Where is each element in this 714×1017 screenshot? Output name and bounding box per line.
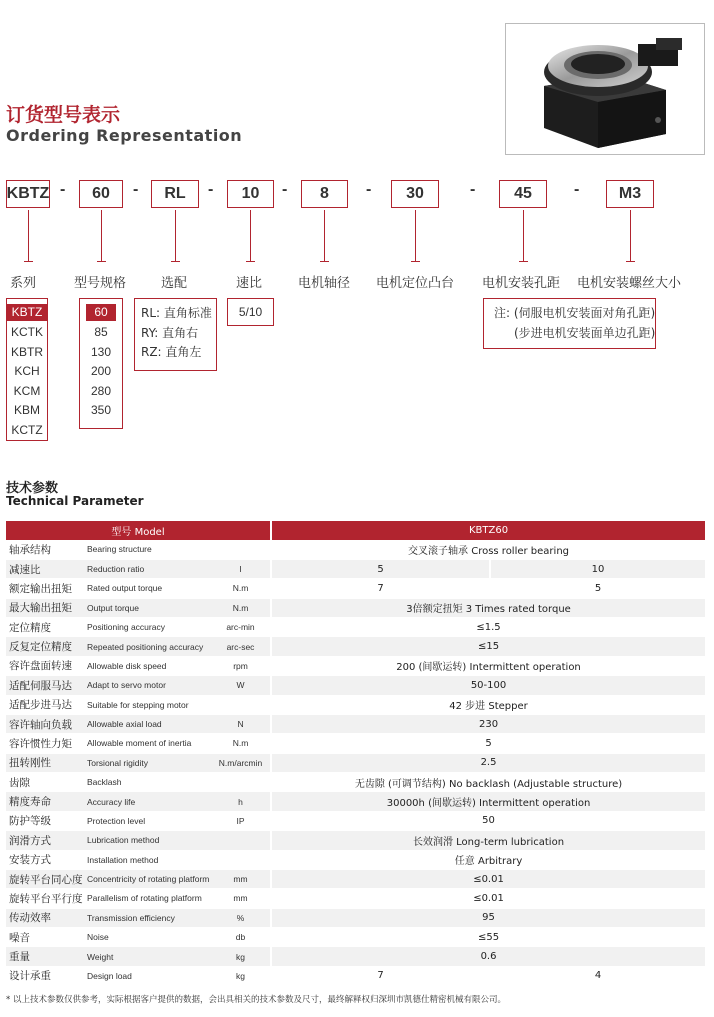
param-value-1: 7	[271, 579, 490, 598]
rotary-table-image	[506, 24, 705, 155]
series-option: KCH	[14, 364, 40, 379]
connector-tee	[171, 261, 180, 262]
series-option: KBTR	[10, 344, 43, 359]
param-value: 50-100	[271, 676, 705, 695]
page-title-cn: 订货型号表示	[6, 104, 121, 126]
connector-tee	[411, 261, 420, 262]
param-unit: W	[211, 676, 271, 695]
code-screw-size: M3	[606, 180, 654, 208]
param-value: 42 步进 Stepper	[271, 695, 705, 714]
category-ratio: 速比	[236, 276, 263, 291]
param-name-en: Repeated positioning accuracy	[85, 637, 211, 656]
connector-line	[250, 210, 251, 262]
param-value: ≤0.01	[271, 869, 705, 888]
section-title-cn: 技术参数	[6, 481, 59, 496]
code-size: 60	[79, 180, 123, 208]
param-name-cn: 传动效率	[6, 908, 85, 927]
param-name-en: Noise	[85, 928, 211, 947]
param-unit	[211, 773, 271, 792]
config-option: RL: 直角标准	[141, 306, 212, 320]
series-option: KBM	[13, 403, 40, 418]
param-name-en: Output torque	[85, 598, 211, 617]
param-name-en: Lubrication method	[85, 831, 211, 850]
code-separator: -	[574, 181, 580, 198]
section-title-en: Technical Parameter	[6, 494, 144, 508]
param-name-en: Torsional rigidity	[85, 753, 211, 772]
code-ratio: 10	[227, 180, 274, 208]
param-name-en: Transmission efficiency	[85, 908, 211, 927]
param-name-en: Backlash	[85, 773, 211, 792]
param-unit: db	[211, 928, 271, 947]
table-row	[6, 773, 705, 792]
connector-line	[630, 210, 631, 262]
param-unit: mm	[211, 869, 271, 888]
param-value: 交叉滚子轴承 Cross roller bearing	[271, 540, 705, 559]
param-name-cn: 减速比	[6, 559, 85, 578]
param-name-cn: 安装方式	[6, 850, 85, 869]
connector-tee	[97, 261, 106, 262]
param-value: 230	[271, 714, 705, 733]
ratio-option: 5/10	[238, 305, 263, 319]
code-separator: -	[60, 181, 66, 198]
param-unit: N	[211, 714, 271, 733]
table-row	[6, 579, 705, 598]
connector-tee	[246, 261, 255, 262]
spec-header-value: KBTZ60	[271, 521, 705, 540]
connector-line	[101, 210, 102, 262]
param-value: ≤0.01	[271, 889, 705, 908]
param-name-en: Parallelism of rotating platform	[85, 889, 211, 908]
param-value: 任意 Arbitrary	[271, 850, 705, 869]
param-value: ≤55	[271, 928, 705, 947]
table-row	[6, 618, 705, 637]
param-name-cn: 额定输出扭矩	[6, 579, 85, 598]
param-value: 无齿隙 (可调节结构) No backlash (Adjustable structure)	[271, 773, 705, 792]
table-row	[6, 734, 705, 753]
spec-table	[6, 521, 705, 986]
param-value: 长效润滑 Long-term lubrication	[271, 831, 705, 850]
param-unit	[211, 540, 271, 559]
param-unit: rpm	[211, 656, 271, 675]
footnote: * 以上技术参数仅供参考，实际根据客户提供的数据，会出具相关的技术参数及尺寸，最终解释权归深圳市凯德仕精密机械有限公司。	[6, 995, 506, 1005]
config-options-box	[134, 298, 217, 371]
param-value: 30000h (间歇运转) Intermittent operation	[271, 792, 705, 811]
hole-note-line: 注: (伺服电机安装面对角孔距)	[494, 306, 656, 320]
table-row	[6, 831, 705, 850]
code-separator: -	[133, 181, 139, 198]
param-value: 5	[271, 734, 705, 753]
param-unit: arc-sec	[211, 637, 271, 656]
table-row	[6, 792, 705, 811]
param-unit: N.m	[211, 579, 271, 598]
param-name-cn: 旋转平台同心度	[6, 869, 85, 888]
table-row	[6, 559, 705, 578]
param-unit	[211, 850, 271, 869]
param-name-cn: 重量	[6, 947, 85, 966]
param-value: 95	[271, 908, 705, 927]
param-value-2: 5	[490, 579, 705, 598]
spec-table-body	[6, 540, 705, 986]
param-name-cn: 适配伺服马达	[6, 676, 85, 695]
connector-tee	[320, 261, 329, 262]
param-value-2: 4	[490, 966, 705, 985]
table-row	[6, 869, 705, 888]
code-separator: -	[366, 181, 372, 198]
param-unit: kg	[211, 947, 271, 966]
param-name-cn: 容许盘面转速	[6, 656, 85, 675]
code-boss: 30	[391, 180, 439, 208]
size-options-box	[79, 298, 123, 429]
param-name-en: Rated output torque	[85, 579, 211, 598]
param-name-cn: 防护等级	[6, 811, 85, 830]
param-name-en: Positioning accuracy	[85, 618, 211, 637]
param-value-1: 7	[271, 966, 490, 985]
param-name-en: Weight	[85, 947, 211, 966]
category-screw-size: 电机安装螺丝大小	[577, 276, 682, 291]
table-row	[6, 695, 705, 714]
param-name-cn: 容许惯性力矩	[6, 734, 85, 753]
page-title-en: Ordering Representation	[6, 126, 243, 145]
table-row	[6, 540, 705, 559]
category-size: 型号规格	[74, 276, 127, 291]
param-name-en: Accuracy life	[85, 792, 211, 811]
code-separator: -	[470, 181, 476, 198]
category-hole-distance: 电机安装孔距	[482, 276, 561, 291]
table-row	[6, 908, 705, 927]
param-unit: IP	[211, 811, 271, 830]
param-name-cn: 定位精度	[6, 618, 85, 637]
code-shaft: 8	[301, 180, 348, 208]
param-name-en: Adapt to servo motor	[85, 676, 211, 695]
param-name-cn: 容许轴向负载	[6, 714, 85, 733]
ratio-options-box	[227, 298, 274, 326]
table-row	[6, 966, 705, 985]
table-row	[6, 753, 705, 772]
param-name-cn: 精度寿命	[6, 792, 85, 811]
connector-tee	[519, 261, 528, 262]
series-option-selected: KBTZ	[7, 304, 48, 321]
param-name-cn: 噪音	[6, 928, 85, 947]
table-row	[6, 656, 705, 675]
param-name-en: Protection level	[85, 811, 211, 830]
category-config: 选配	[161, 276, 188, 291]
table-row	[6, 850, 705, 869]
size-option: 350	[90, 403, 112, 418]
table-row	[6, 676, 705, 695]
hole-note-line: (步进电机安装面单边孔距)	[514, 325, 656, 340]
code-series: KBTZ	[6, 180, 50, 208]
param-unit: arc-min	[211, 618, 271, 637]
connector-tee	[626, 261, 635, 262]
param-value-1: 5	[271, 559, 490, 578]
spec-header-model: 型号 Model	[6, 521, 271, 540]
param-unit: mm	[211, 889, 271, 908]
table-row	[6, 714, 705, 733]
param-value: 50	[271, 811, 705, 830]
connector-line	[175, 210, 176, 262]
param-unit: I	[211, 559, 271, 578]
spec-header-row	[6, 521, 705, 540]
param-name-en: Allowable disk speed	[85, 656, 211, 675]
param-value-2: 10	[490, 559, 705, 578]
param-value: ≤1.5	[271, 618, 705, 637]
connector-line	[415, 210, 416, 262]
param-name-en: Bearing structure	[85, 540, 211, 559]
param-name-en: Allowable moment of inertia	[85, 734, 211, 753]
connector-tee	[24, 261, 33, 262]
param-value: 3倍额定扭矩 3 Times rated torque	[271, 598, 705, 617]
param-name-cn: 设计承重	[6, 966, 85, 985]
param-name-en: Design load	[85, 966, 211, 985]
param-unit: %	[211, 908, 271, 927]
size-option: 280	[90, 383, 112, 398]
table-row	[6, 637, 705, 656]
code-separator: -	[282, 181, 288, 198]
param-value: ≤15	[271, 637, 705, 656]
size-option: 130	[90, 344, 112, 359]
series-option: KCTZ	[11, 422, 43, 437]
param-name-en: Reduction ratio	[85, 559, 211, 578]
param-unit: kg	[211, 966, 271, 985]
param-unit: N.m/arcmin	[211, 753, 271, 772]
category-series: 系列	[10, 276, 37, 291]
size-option: 200	[90, 364, 112, 379]
table-row	[6, 811, 705, 830]
config-option: RY: 直角右	[141, 325, 199, 340]
param-name-en: Installation method	[85, 850, 211, 869]
param-unit	[211, 695, 271, 714]
param-name-cn: 轴承结构	[6, 540, 85, 559]
series-options-box	[6, 298, 48, 441]
param-unit	[211, 831, 271, 850]
param-name-en: Suitable for stepping motor	[85, 695, 211, 714]
param-name-cn: 旋转平台平行度	[6, 889, 85, 908]
param-name-cn: 齿隙	[6, 773, 85, 792]
hole-note-box	[483, 298, 656, 349]
table-row	[6, 889, 705, 908]
param-unit: N.m	[211, 598, 271, 617]
product-photo	[505, 23, 705, 155]
size-option-selected: 60	[86, 304, 115, 321]
param-name-cn: 反复定位精度	[6, 637, 85, 656]
param-name-cn: 适配步进马达	[6, 695, 85, 714]
param-name-cn: 最大输出扭矩	[6, 598, 85, 617]
connector-line	[28, 210, 29, 262]
category-shaft: 电机轴径	[298, 276, 351, 291]
param-value: 0.6	[271, 947, 705, 966]
config-option: RZ: 直角左	[141, 345, 202, 359]
connector-line	[523, 210, 524, 262]
param-value: 2.5	[271, 753, 705, 772]
size-option: 85	[94, 325, 108, 339]
param-value: 200 (间歇运转) Intermittent operation	[271, 656, 705, 675]
series-option: KCM	[13, 383, 41, 398]
code-config: RL	[151, 180, 199, 208]
param-name-cn: 润滑方式	[6, 831, 85, 850]
code-hole-distance: 45	[499, 180, 547, 208]
connector-line	[324, 210, 325, 262]
param-name-en: Allowable axial load	[85, 714, 211, 733]
table-row	[6, 947, 705, 966]
param-name-en: Concentricity of rotating platform	[85, 869, 211, 888]
series-option: KCTK	[10, 325, 43, 339]
param-name-cn: 扭转刚性	[6, 753, 85, 772]
code-separator: -	[208, 181, 214, 198]
category-boss: 电机定位凸台	[376, 276, 455, 291]
table-row	[6, 598, 705, 617]
param-unit: N.m	[211, 734, 271, 753]
param-unit: h	[211, 792, 271, 811]
table-row	[6, 928, 705, 947]
